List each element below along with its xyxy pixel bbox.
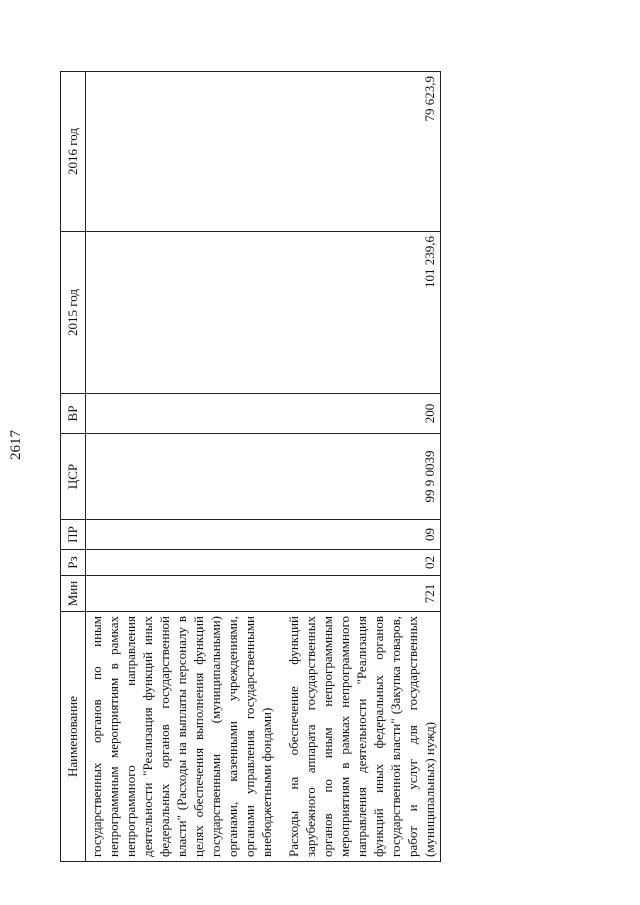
header-csr: ЦСР (61, 434, 86, 520)
row-2015 (86, 232, 278, 394)
header-pr: ПР (61, 520, 86, 550)
row-2015: 101 239,6 (277, 232, 441, 394)
header-rz: Рз (61, 550, 86, 576)
row-rz (86, 550, 278, 576)
row-pr (86, 520, 278, 550)
row-vr: 200 (277, 394, 441, 434)
rotated-page (0, 20, 640, 870)
header-min: Мин (61, 576, 86, 612)
row-name: государственных органов по иным непрограммным мероприятиям в рамках непрограммного направления деятельности "Реализация функций иных федеральных органов государственной власти" (Расходы на выплаты персоналу в целях обеспечения выполнения функций государственными (муниципальными) органами, казенными учреждениями, органами управления государственными внебюджетными фондами) (86, 612, 278, 862)
header-vr: ВР (61, 394, 86, 434)
row-vr (86, 394, 278, 434)
page-number: 2617 (8, 430, 24, 460)
row-min: 721 (277, 576, 441, 612)
row-csr: 99 9 0039 (277, 434, 441, 520)
row-csr (86, 434, 278, 520)
budget-table (60, 71, 441, 862)
row-2016: 79 623,9 (277, 72, 441, 232)
row-rz: 02 (277, 550, 441, 576)
row-name: Расходы на обеспечение функций зарубежного аппарата государственных органов по иным непрограммным мероприятиям в рамках непрограммного направления деятельности "Реализация функций иных федеральных органов государственной власти" (Закупка товаров, работ и услуг для государственных (муниципальных) нужд) (277, 612, 441, 862)
row-2016 (86, 72, 278, 232)
row-pr: 09 (277, 520, 441, 550)
table-row (86, 72, 278, 862)
row-min (86, 576, 278, 612)
table-header-row (61, 72, 86, 862)
table-row (277, 72, 441, 862)
header-2015: 2015 год (61, 232, 86, 394)
header-name: Наименование (61, 612, 86, 862)
header-2016: 2016 год (61, 72, 86, 232)
